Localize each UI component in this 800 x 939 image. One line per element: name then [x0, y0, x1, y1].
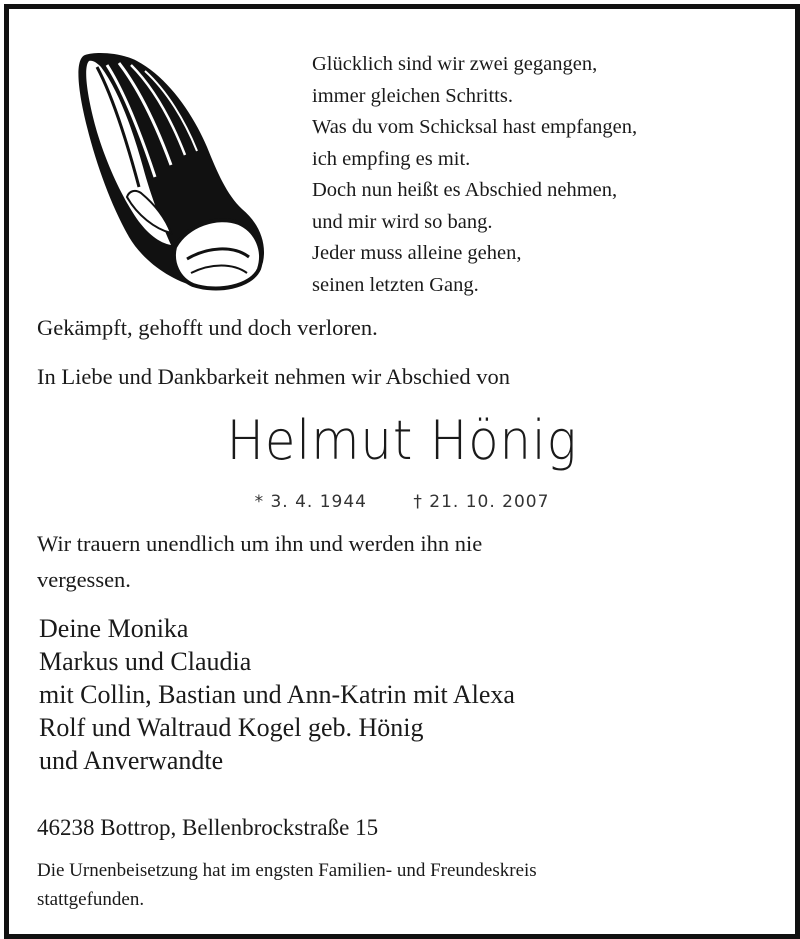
- note-line-1: Die Urnenbeisetzung hat im engsten Familien- und Freundeskreis: [37, 860, 537, 881]
- deceased-name: Helmut Hönig: [226, 409, 578, 472]
- poem-line: immer gleichen Schritts.: [312, 84, 513, 107]
- poem-line: Was du vom Schicksal hast empfangen,: [312, 116, 638, 138]
- poem-line: Jeder muss alleine gehen,: [312, 242, 522, 264]
- family-list: [39, 612, 515, 777]
- intro-line-1: Gekämpft, gehofft und doch verloren.: [37, 315, 378, 340]
- poem-line: Doch nun heißt es Abschied nehmen,: [312, 179, 618, 201]
- life-dates: [9, 492, 795, 512]
- death-date: † 21. 10. 2007: [413, 492, 550, 512]
- praying-hands-icon: [67, 47, 267, 297]
- birth-date: * 3. 4. 1944: [254, 492, 367, 512]
- obituary-notice: [4, 4, 800, 939]
- family-member: und Anverwandte: [39, 746, 224, 775]
- note-line-2: stattgefunden.: [37, 889, 145, 910]
- family-member: Rolf und Waltraud Kogel geb. Hönig: [39, 713, 424, 742]
- family-member: Deine Monika: [39, 614, 189, 643]
- mourning-line-2: vergessen.: [37, 567, 131, 592]
- address: 46238 Bottrop, Bellenbrockstraße 15: [37, 815, 379, 840]
- poem: [312, 49, 637, 301]
- poem-line: seinen letzten Gang.: [312, 273, 479, 296]
- poem-line: und mir wird so bang.: [312, 210, 493, 233]
- family-member: mit Collin, Bastian und Ann-Katrin mit Alexa: [39, 680, 515, 709]
- poem-line: ich empfing es mit.: [312, 147, 471, 170]
- family-member: Markus und Claudia: [39, 647, 252, 676]
- mourning-line-1: Wir trauern unendlich um ihn und werden ihn nie: [37, 531, 483, 556]
- poem-line: Glücklich sind wir zwei gegangen,: [312, 53, 598, 75]
- intro-line-2: In Liebe und Dankbarkeit nehmen wir Abschied von: [37, 364, 510, 389]
